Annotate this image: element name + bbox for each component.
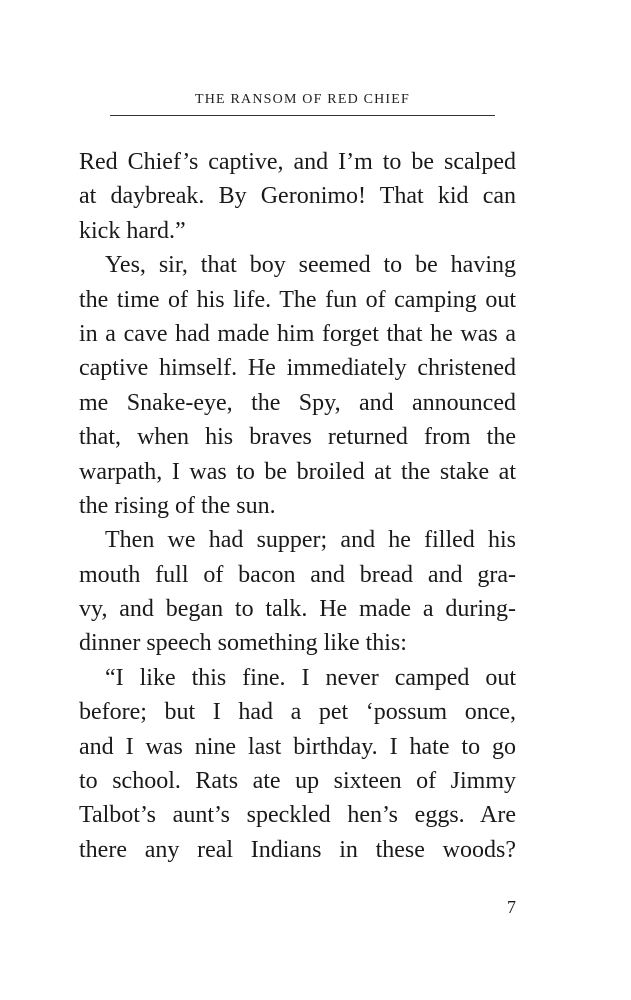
text-line: Then we had supper; and he filled his bbox=[105, 527, 516, 554]
body-text bbox=[79, 145, 516, 867]
text-line: Yes, sir, that boy seemed to be having bbox=[105, 252, 516, 279]
text-line: in a cave had made him forget that he was a bbox=[79, 320, 516, 347]
text-line: kick hard.” bbox=[79, 217, 186, 244]
text-line: at daybreak. By Geronimo! That kid can bbox=[79, 183, 516, 210]
text-line: the time of his life. The fun of camping out bbox=[79, 286, 516, 313]
text-line: Red Chief’s captive, and I’m to be scalped bbox=[79, 149, 516, 175]
text-line: to school. Rats ate up sixteen of Jimmy bbox=[79, 768, 516, 795]
text-line: warpath, I was to be broiled at the stake at bbox=[79, 458, 516, 485]
text-line: before; but I had a pet ‘possum once, bbox=[79, 699, 516, 726]
text-line: “I like this fine. I never camped out bbox=[105, 664, 516, 691]
text-line: Talbot’s aunt’s speckled hen’s eggs. Are bbox=[79, 802, 516, 829]
header-divider bbox=[110, 115, 495, 116]
text-line: mouth full of bacon and bread and gra- bbox=[79, 561, 516, 588]
text-line: that, when his braves returned from the bbox=[79, 424, 516, 451]
text-line: dinner speech something like this: bbox=[79, 630, 407, 657]
text-line: the rising of the sun. bbox=[79, 492, 276, 519]
text-line: vy, and began to talk. He made a during- bbox=[79, 596, 516, 623]
text-line: and I was nine last birthday. I hate to go bbox=[79, 733, 516, 760]
text-line: captive himself. He immediately christened bbox=[79, 355, 516, 382]
running-header: THE RANSOM OF RED CHIEF bbox=[194, 92, 411, 107]
text-line: me Snake-eye, the Spy, and announced bbox=[79, 389, 516, 416]
page-number: 7 bbox=[507, 897, 516, 917]
text-line: there any real Indians in these woods? bbox=[79, 836, 516, 863]
